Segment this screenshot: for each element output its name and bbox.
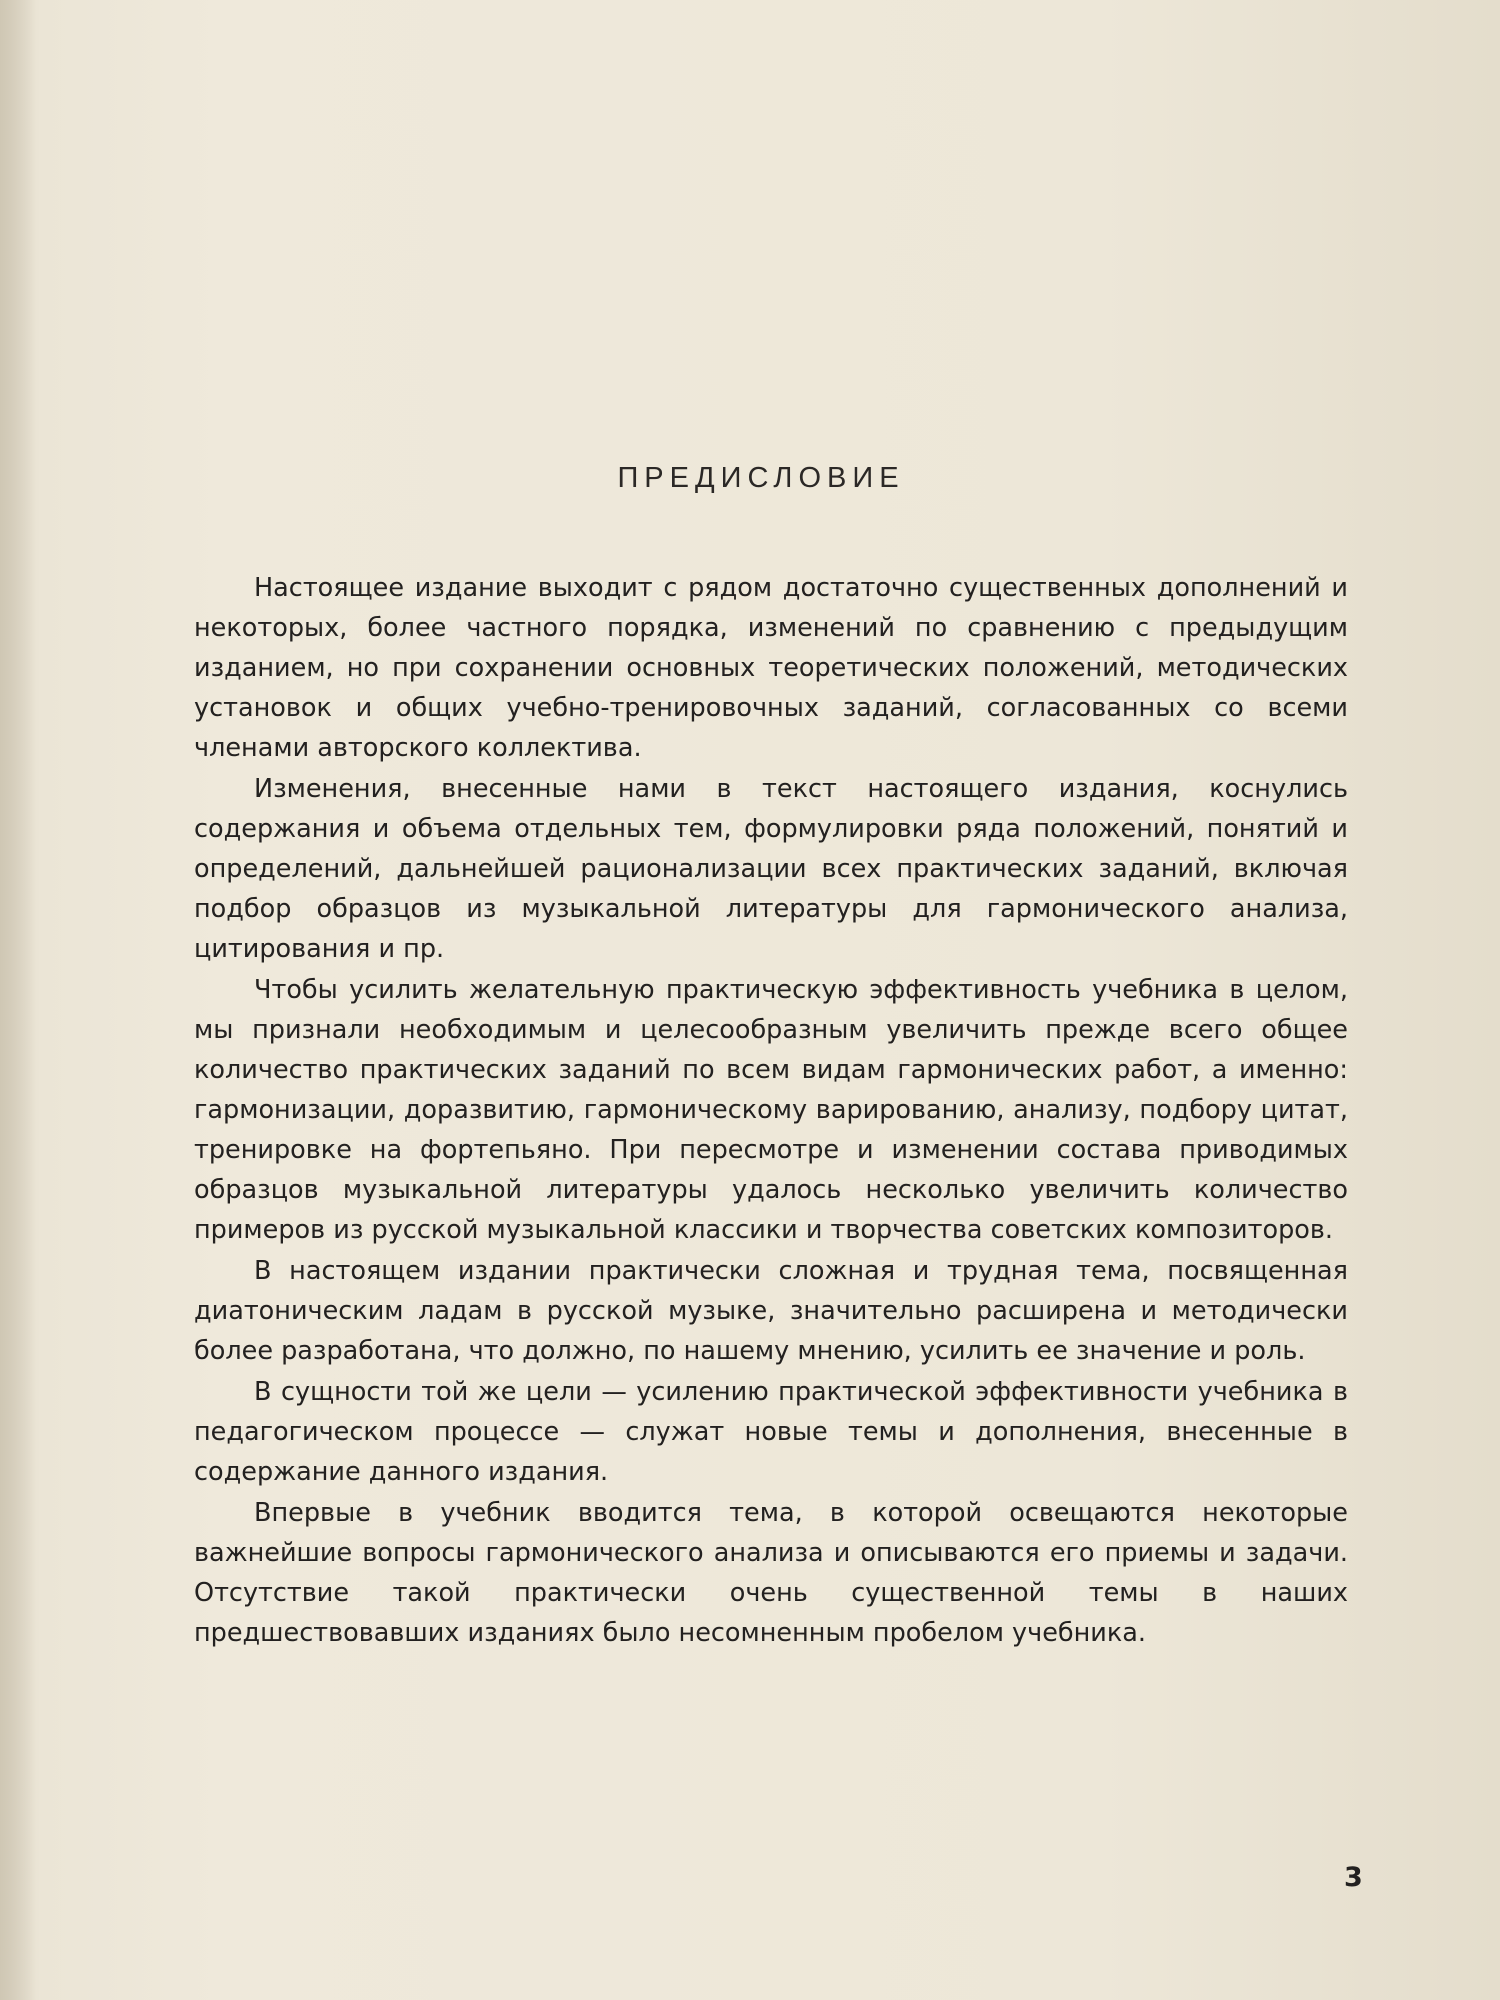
paragraph-2: Изменения, внесенные нами в текст настоящего издания, коснулись содержания и объема отдельных тем, формулировки ряда положений, понятий и определений, дальнейшей рационализации всех практических заданий, включая подбор образцов из музыкальной литературы для гармонического анализа, цитирования и пр. <box>194 774 1348 964</box>
paragraph-1: Настоящее издание выходит с рядом достаточно существенных дополнений и некоторых, более частного порядка, изменений по сравнению с предыдущим изданием, но при сохранении основных теоретических положений, методических установок и общих учебно-тренировочных заданий, согласованных со всеми членами авторского коллектива. <box>194 573 1348 763</box>
binding-shadow <box>0 0 36 2000</box>
preface-body <box>194 568 1348 1654</box>
paragraph-5: В сущности той же цели — усилению практической эффективности учебника в педагогическом процессе — служат новые темы и дополнения, внесенные в содержание данного издания. <box>194 1377 1348 1487</box>
paragraph-4: В настоящем издании практически сложная и трудная тема, посвященная диатоническим ладам в русской музыке, значительно расширена и методически более разработана, что должно, по нашему мнению, усилить ее значение и роль. <box>194 1256 1348 1366</box>
page-heading: ПРЕДИСЛОВИЕ <box>617 462 905 494</box>
paragraph-6: Впервые в учебник вводится тема, в которой освещаются некоторые важнейшие вопросы гармонического анализа и описываются его приемы и задачи. Отсутствие такой практически очень существенной темы в наших предшествовавших изданиях было несомненным пробелом учебника. <box>194 1498 1348 1648</box>
paragraph-3: Чтобы усилить желательную практическую эффективность учебника в целом, мы признали необходимым и целесообразным увеличить прежде всего общее количество практических заданий по всем видам гармонических работ, а именно: гармонизации, доразвитию, гармоническому варированию, анализу, подбору цитат, тренировке на фортепьяно. При пересмотре и изменении состава приводимых образцов музыкальной литературы удалось несколько увеличить количество примеров из русской музыкальной классики и творчества советских композиторов. <box>194 975 1348 1245</box>
page-number: 3 <box>1344 1862 1363 1893</box>
